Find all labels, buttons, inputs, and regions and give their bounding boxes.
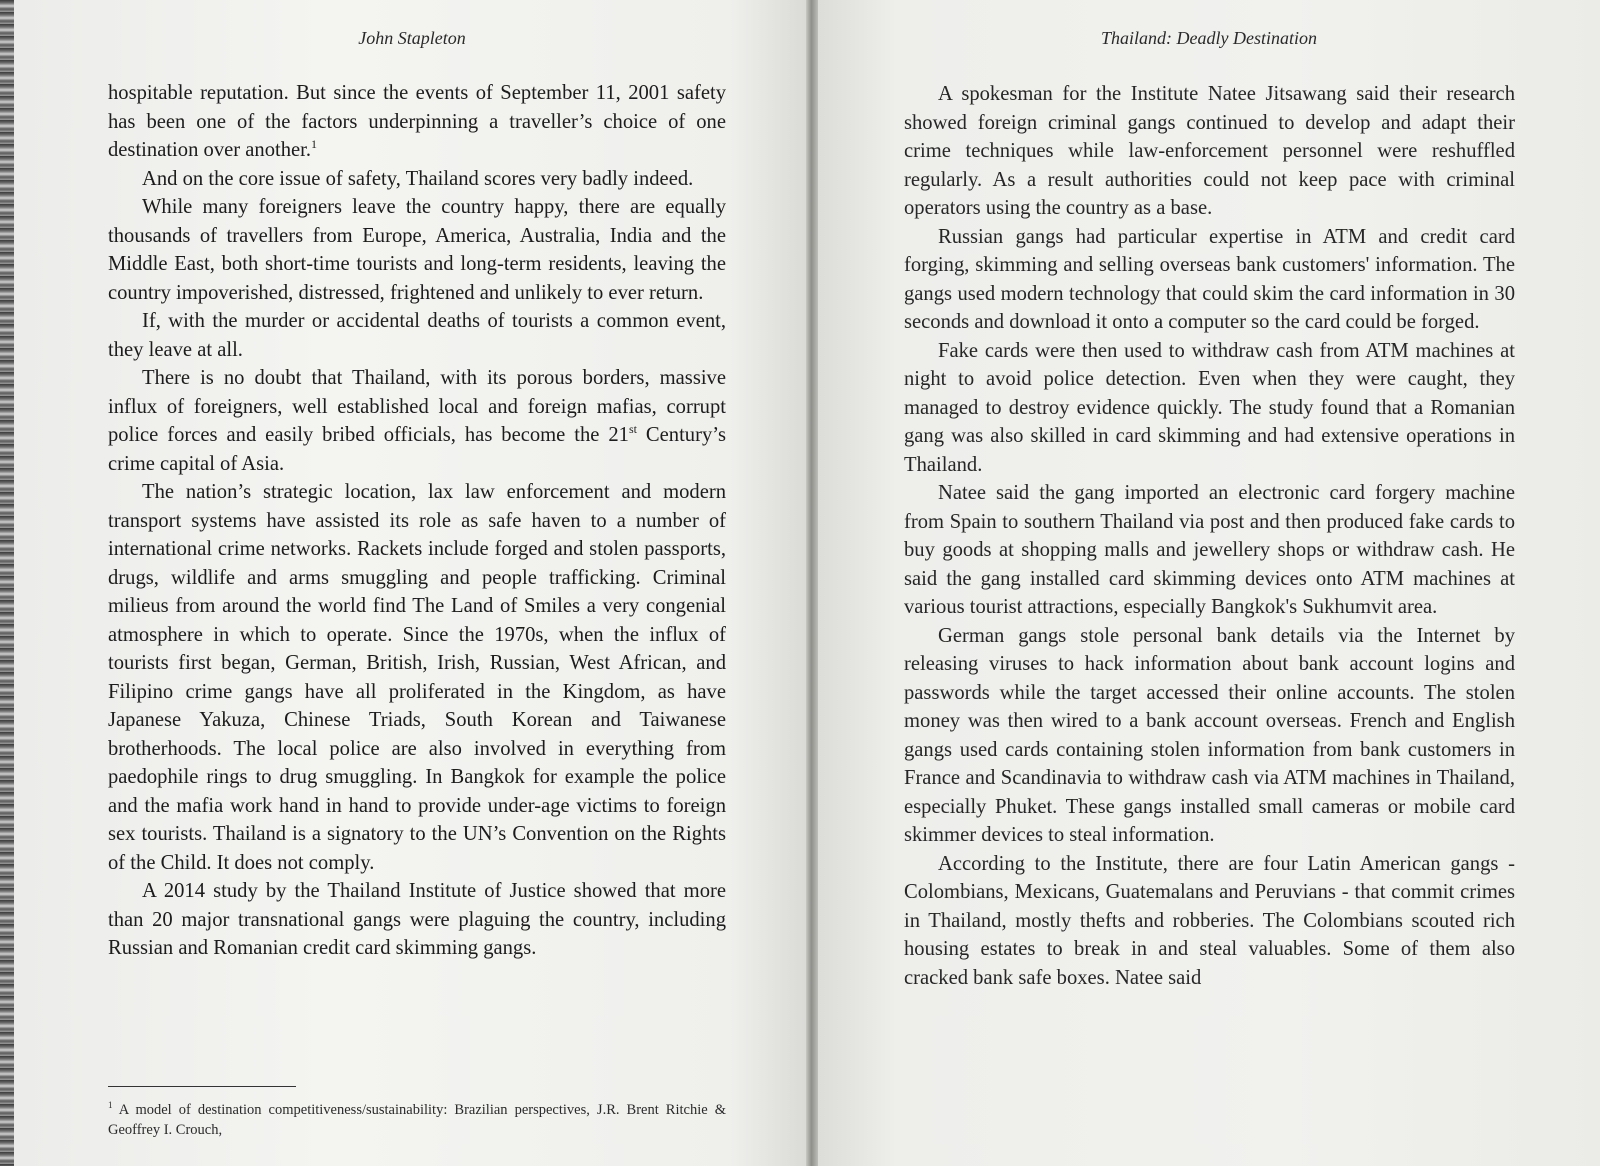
paragraph: Fake cards were then used to withdraw cash from ATM machines at night to avoid police detection. Even when they were caught, they managed to destroy evidence quickly. The study found that a Romanian gang was also skilled in card skimming and had extensive operations in Thailand. (904, 339, 1515, 476)
book-edge (0, 0, 14, 1166)
right-page (818, 0, 1600, 1166)
footnote-divider (108, 1086, 296, 1087)
paragraph: A spokesman for the Institute Natee Jitsawang said their research showed foreign criminal gangs continued to develop and adapt their crime techniques while law-enforcement personnel were reshuffled regularly. As a result authorities could not keep pace with criminal operators using the country as a base. (904, 83, 1515, 219)
paragraph: The nation’s strategic location, lax law enforcement and modern transport systems have assisted its role as safe haven to a number of international crime networks. Rackets include forged and stolen passports, drugs, wildlife and arms smuggling and people trafficking. Criminal milieus from around the world find The Land of Smiles a very congenial atmosphere in which to operate. Since the 1970s, when the influx of tourists first began, German, British, Irish, Russian, West African, and Filipino crime gangs have all proliferated in the Kingdom, as have Japanese Yakuza, Chinese Triads, South Korean and Taiwanese brotherhoods. The local police are also involved in everything from paedophile rings to drug smuggling. In Bangkok for example the police and the mafia work hand in hand to provide under-age victims to foreign sex tourists. Thailand is a signatory to the UN’s Convention on the Rights of the Child. It does not comply. (108, 481, 726, 874)
left-body-text (108, 79, 726, 963)
paragraph: A 2014 study by the Thailand Institute of Justice showed that more than 20 major transnational gangs were plaguing the country, including Russian and Romanian credit card skimming gangs. (108, 880, 726, 959)
paragraph: Natee said the gang imported an electronic card forgery machine from Spain to southern Thailand via post and then produced fake cards to buy goods at shopping malls and jewellery shops or withdraw cash. He said the gang installed card skimming devices onto ATM machines at various tourist attractions, especially Bangkok's Sukhumvit area. (904, 482, 1515, 618)
paragraph: There is no doubt that Thailand, with its porous borders, massive influx of foreigners, well established local and foreign mafias, corrupt police forces and easily bribed officials, has become the 21st Century’s crime capital of Asia. (108, 367, 726, 475)
paragraph: And on the core issue of safety, Thailand scores very badly indeed. (142, 167, 694, 190)
left-page (14, 0, 810, 1166)
right-running-head: Thailand: Deadly Destination (1101, 28, 1317, 48)
paragraph: While many foreigners leave the country happy, there are equally thousands of travellers from Europe, America, Australia, India and the Middle East, both short-time tourists and long-term residents, leaving the country impoverished, distressed, frightened and unlikely to ever return. (108, 196, 726, 304)
footnote-reference: 1 (311, 137, 318, 152)
right-body-text (904, 80, 1515, 992)
left-running-head: John Stapleton (358, 28, 466, 48)
paragraph: If, with the murder or accidental deaths of tourists a common event, they leave at all. (108, 310, 726, 361)
paragraph: German gangs stole personal bank details via the Internet by releasing viruses to hack information about bank account logins and passwords while the target accessed their online accounts. The stolen money was then wired to a bank account overseas. French and English gangs used cards containing stolen information from bank customers in France and Scandinavia to withdraw cash via ATM machines in Thailand, especially Phuket. These gangs installed small cameras or mobile card skimmer devices to steal information. (904, 624, 1515, 846)
paragraph: Russian gangs had particular expertise in ATM and credit card forging, skimming and selling overseas bank customers' information. The gangs used modern technology that could skim the card information in 30 seconds and download it onto a computer so the card could be forged. (904, 225, 1515, 333)
footnote: $^1$ A model of destination competitiveness/sustainability: Brazilian perspectives, J.R. Brent Ritchie & Geoffrey I. Crouch, (108, 1100, 726, 1138)
book-gutter (806, 0, 818, 1166)
paragraph: hospitable reputation. But since the events of September 11, 2001 safety has been one of the factors underpinning a traveller’s choice of one destination over another.$^1$ (108, 82, 726, 161)
paragraph: According to the Institute, there are four Latin American gangs - Colombians, Mexicans, Guatemalans and Peruvians - that commit crimes in Thailand, mostly thefts and robberies. The Colombians scouted rich housing estates to break in and steal valuables. Some of them also cracked bank safe boxes. Natee said (904, 852, 1515, 989)
